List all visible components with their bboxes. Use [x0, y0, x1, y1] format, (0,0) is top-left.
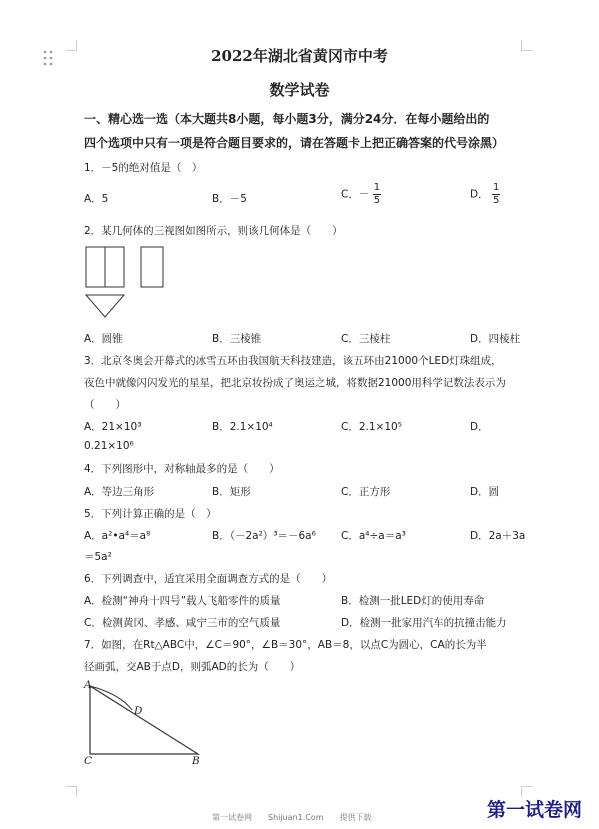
q7-label-b: B [192, 755, 200, 767]
q5-option-c: C．a⁴÷a＝a³ [341, 530, 406, 542]
q1-option-d-prefix: D． [470, 188, 489, 201]
q2-three-view-figure [84, 243, 174, 323]
q6-option-c: C．检测黄冈、孝感、咸宁三市的空气质量 [84, 617, 281, 629]
q1-option-c [341, 182, 381, 207]
q3-option-c: C．2.1×10⁵ [341, 421, 402, 433]
q7-label-c: C [84, 755, 93, 767]
q6-option-b: B．检测一批LED灯的使用寿命 [341, 595, 485, 607]
q1-option-d-numerator: 1 [492, 182, 500, 193]
q4-stem: 4．下列图形中，对称轴最多的是（ ） [84, 463, 280, 475]
q5-option-d-continued: ＝5a² [84, 551, 112, 563]
q1-option-d-denominator: 5 [492, 195, 500, 206]
q5-option-a: A．a²•a⁴＝a⁸ [84, 530, 151, 542]
page-subtitle: 数学试卷 [269, 81, 330, 99]
footer-brand-watermark: 第一试卷网 [487, 799, 583, 821]
q5-option-b: B．（－2a²）³＝－6a⁶ [212, 530, 316, 542]
section-heading-line1: 一、精心选一选（本大题共8小题，每小题3分，满分24分．在每小题给出的 [84, 112, 490, 126]
q5-option-d: D．2a＋3a [470, 530, 526, 542]
q3-line3: （ ） [84, 399, 126, 411]
q4-option-b: B．矩形 [212, 486, 251, 498]
q1-option-c-numerator: 1 [373, 182, 381, 193]
q4-option-a: A．等边三角形 [84, 486, 155, 498]
q7-label-d: D [134, 705, 143, 717]
q6-option-a: A．检测“神舟十四号”载人飞船零件的质量 [84, 595, 281, 607]
q3-option-a: A．21×10³ [84, 421, 142, 433]
q2-option-d: D．四棱柱 [470, 333, 521, 345]
page-title: 2022年湖北省黄冈市中考 [211, 47, 388, 65]
q3-option-d-value: 0.21×10⁶ [84, 440, 134, 452]
q1-option-d [470, 182, 500, 207]
q1-option-c-fraction [373, 182, 381, 207]
q3-option-b: B．2.1×10⁴ [212, 421, 273, 433]
q2-option-b: B．三棱锥 [212, 333, 262, 345]
q1-option-a: A．5 [84, 193, 109, 205]
q2-option-a: A．圆锥 [84, 333, 123, 345]
q3-line2: 夜色中就像闪闪发光的星星，把北京妆扮成了奥运之城，将数据21000用科学记数法表示为 [84, 377, 506, 389]
q6-stem: 6．下列调查中，适宜采用全面调查方式的是（ ） [84, 573, 333, 585]
q3-line1: 3．北京冬奥会开幕式的冰雪五环由我国航天科技建造，该五环由21000个LED灯珠组成， [84, 355, 502, 367]
crop-mark-bottom-left [66, 786, 77, 797]
footer-text: 第一试卷网 Shijuan1.Com 提供下载 [212, 813, 372, 822]
q5-stem: 5．下列计算正确的是（ ） [84, 508, 217, 520]
q1-option-c-denominator: 5 [373, 195, 381, 206]
q3-option-d: D． [470, 421, 489, 433]
q2-stem: 2．某几何体的三视图如图所示，则该几何体是（ ） [84, 225, 343, 237]
q1-stem: 1．－5的绝对值是（ ） [84, 162, 203, 174]
q1-option-c-prefix: C．－ [341, 188, 370, 201]
q6-option-d: D．检测一批家用汽车的抗撞击能力 [341, 617, 507, 629]
q7-triangle-figure [80, 676, 210, 772]
q7-line1: 7．如图，在Rt△ABC中，∠C＝90°，∠B＝30°，AB＝8，以点C为圆心，CA的长为半 [84, 639, 487, 651]
q1-option-b: B．－5 [212, 193, 247, 205]
q7-line2: 径画弧，交AB于点D，则弧AD的长为（ ） [84, 661, 301, 673]
q1-option-d-fraction [492, 182, 500, 207]
section-heading-line2: 四个选项中只有一项是符合题目要求的，请在答题卡上把正确答案的代号涂黑） [84, 136, 505, 150]
q2-option-c: C．三棱柱 [341, 333, 391, 345]
q7-label-a: A [84, 679, 92, 691]
q4-option-c: C．正方形 [341, 486, 391, 498]
q4-option-d: D．圆 [470, 486, 500, 498]
